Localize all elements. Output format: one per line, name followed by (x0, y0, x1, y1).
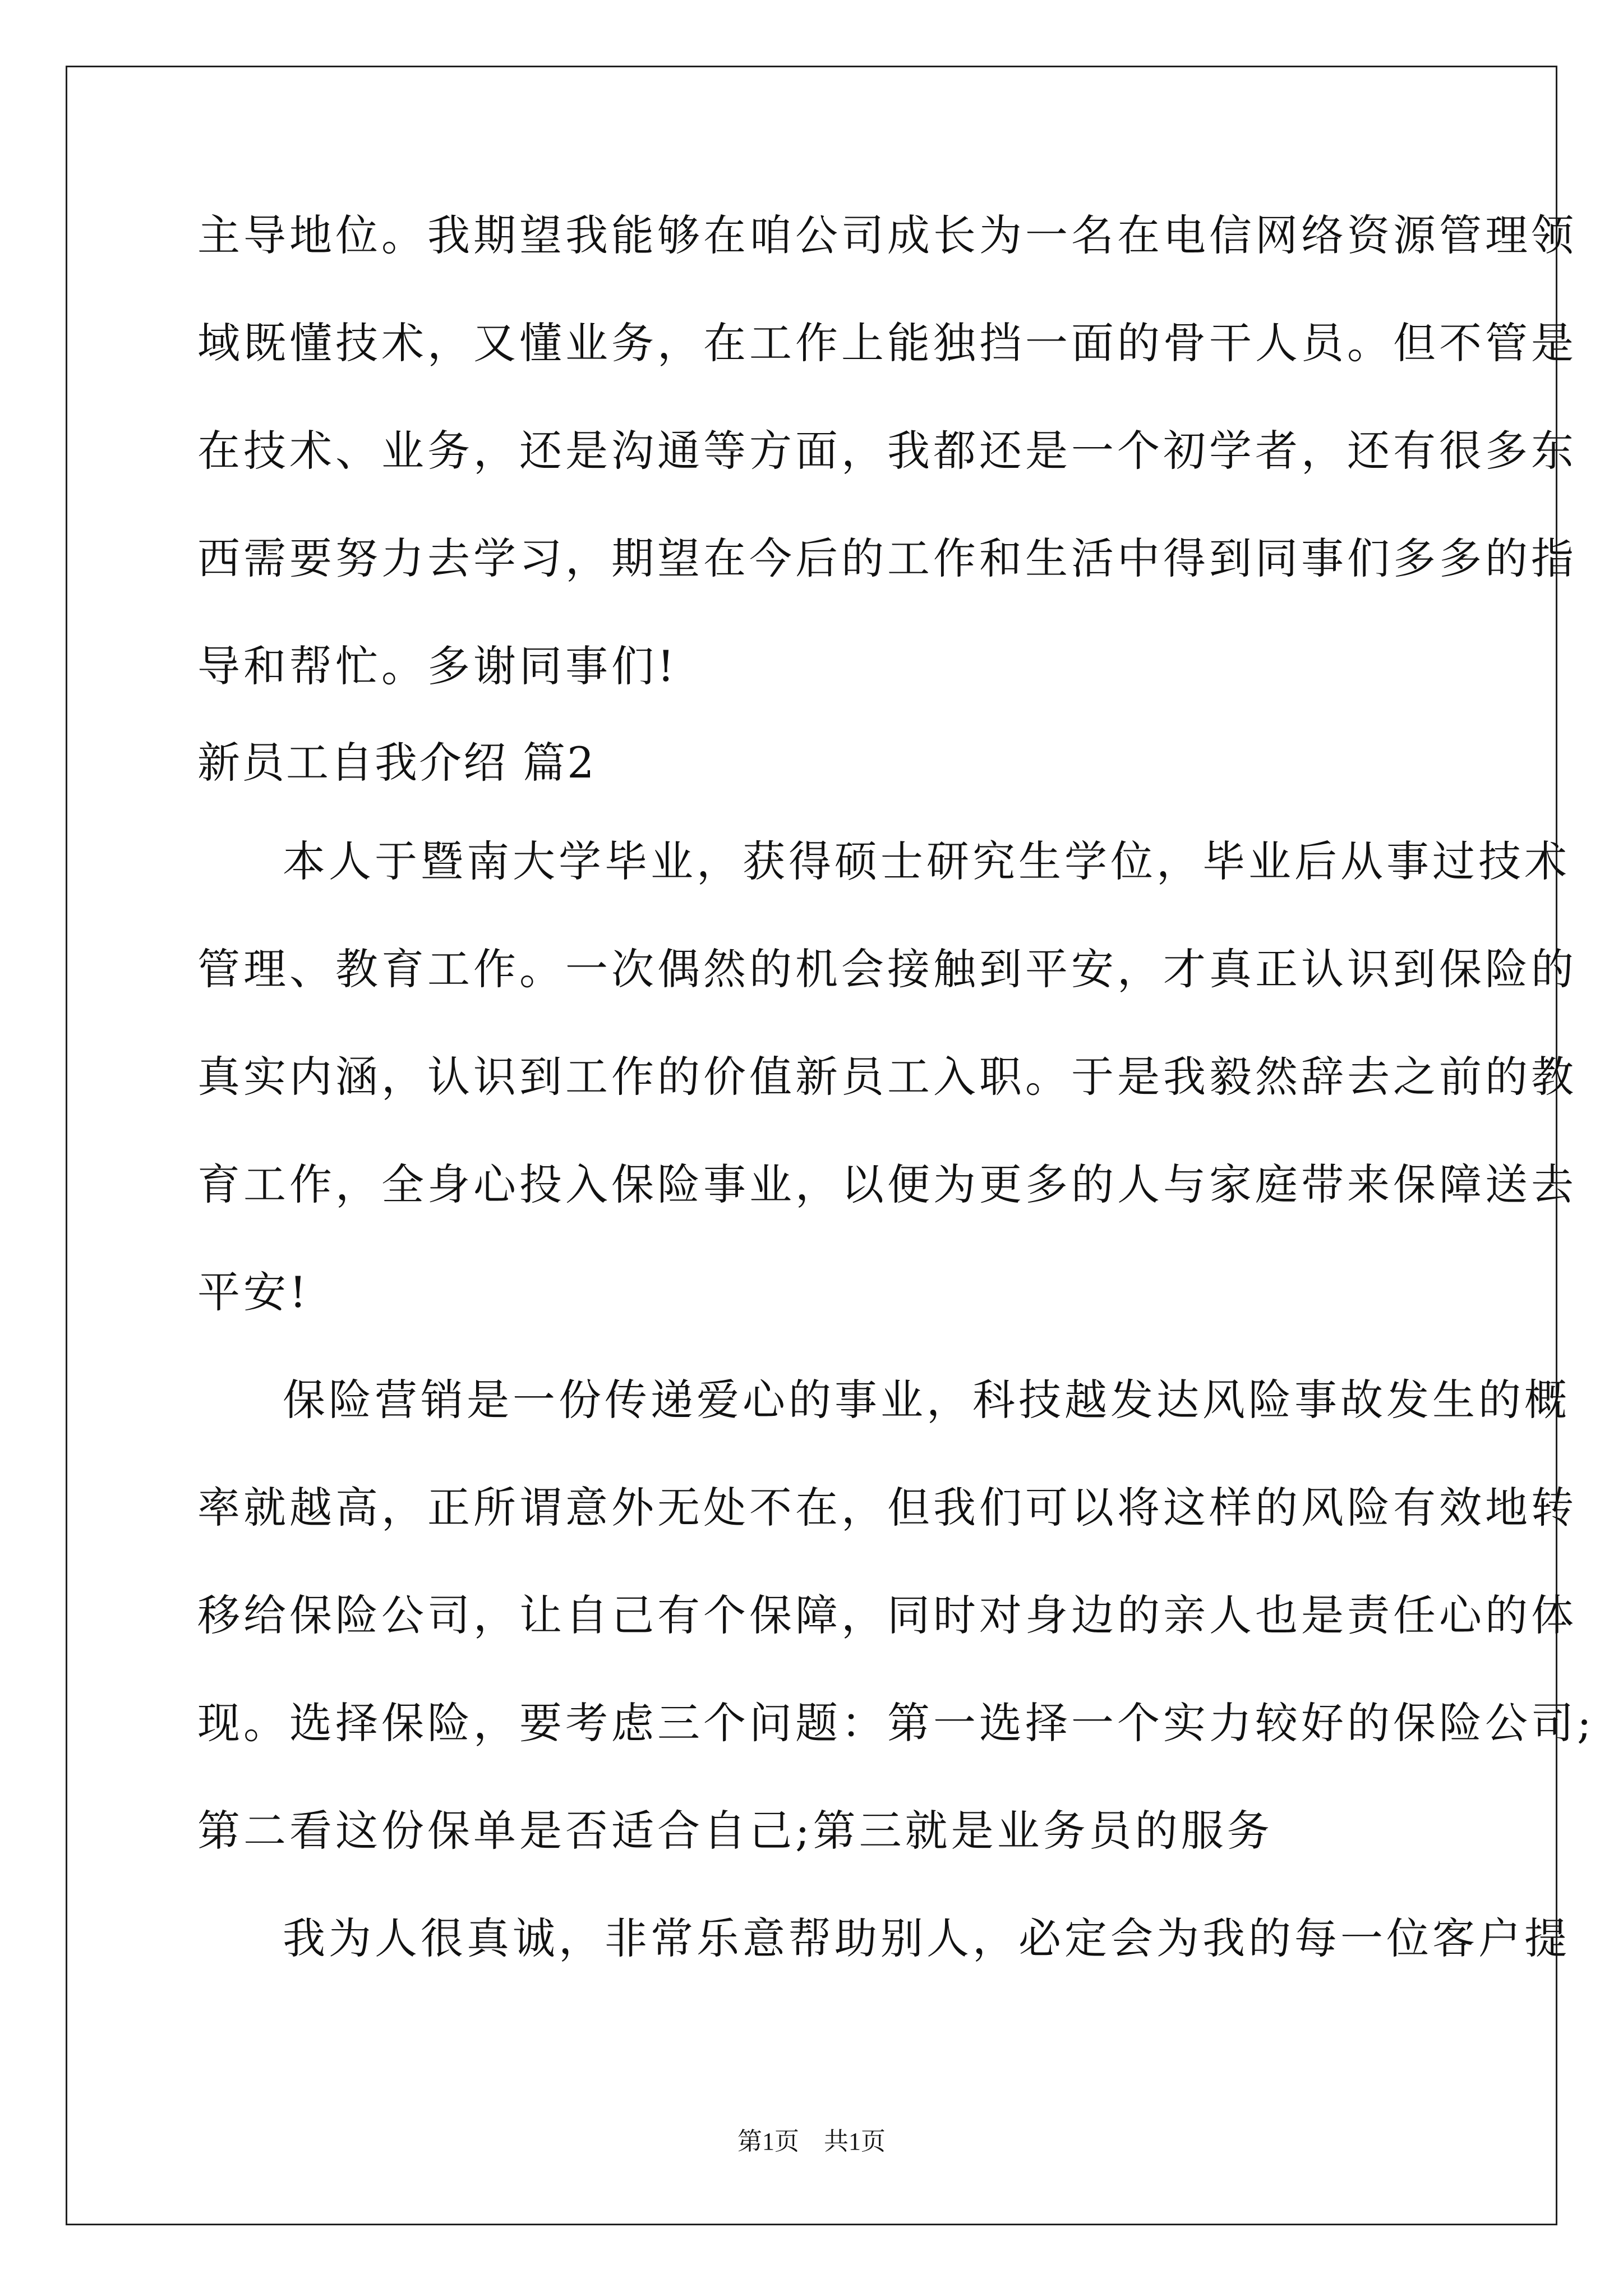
paragraph-line: 在技术、业务，还是沟通等方面，我都还是一个初学者，还有很多东 (197, 426, 1577, 476)
paragraph-line: 我为人很真诚，非常乐意帮助别人，必定会为我的每一位客户提 (283, 1913, 1570, 1963)
paragraph-line: 移给保险公司，让自己有个保障，同时对身边的亲人也是责任心的体 (197, 1590, 1577, 1640)
section-heading: 新员工自我介绍 篇2 (197, 738, 596, 788)
paragraph-line: 率就越高，正所谓意外无处不在，但我们可以将这样的风险有效地转 (197, 1483, 1577, 1533)
paragraph-line: 保险营销是一份传递爱心的事业，科技越发达风险事故发生的概 (283, 1375, 1570, 1425)
paragraph-line: 现。选择保险，要考虑三个问题：第一选择一个实力较好的保险公司; (197, 1698, 1595, 1748)
page-footer: 第1页 共1页 (737, 2128, 886, 2155)
page-border (66, 66, 1557, 2225)
paragraph-line: 第二看这份保单是否适合自己;第三就是业务员的服务 (197, 1806, 1273, 1856)
paragraph-line: 管理、教育工作。一次偶然的机会接触到平安，才真正认识到保险的 (197, 944, 1577, 994)
paragraph-line: 本人于暨南大学毕业，获得硕士研究生学位，毕业后从事过技术 (283, 836, 1570, 886)
paragraph-line: 域既懂技术，又懂业务，在工作上能独挡一面的骨干人员。但不管是 (197, 318, 1577, 368)
paragraph-line: 平安! (197, 1267, 310, 1317)
paragraph-line: 导和帮忙。多谢同事们! (197, 641, 678, 691)
paragraph-line: 西需要努力去学习，期望在今后的工作和生活中得到同事们多多的指 (197, 533, 1577, 583)
paragraph-line: 育工作，全身心投入保险事业，以便为更多的人与家庭带来保障送去 (197, 1159, 1577, 1209)
paragraph-line: 主导地位。我期望我能够在咱公司成长为一名在电信网络资源管理领 (197, 210, 1577, 260)
paragraph-line: 真实内涵，认识到工作的价值新员工入职。于是我毅然辞去之前的教 (197, 1052, 1577, 1102)
